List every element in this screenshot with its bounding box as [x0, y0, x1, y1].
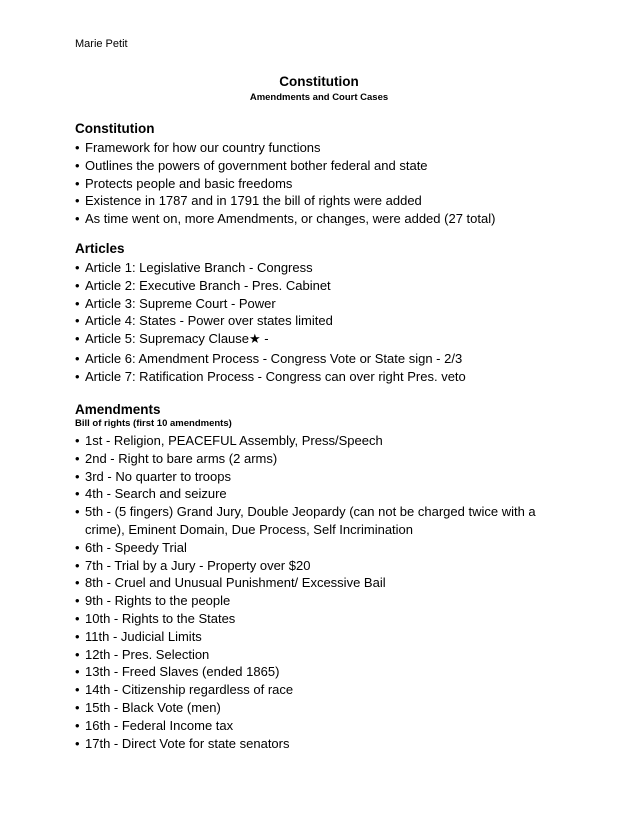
list-item: • 13th - Freed Slaves (ended 1865)	[75, 664, 280, 680]
document-title: Constitution	[279, 74, 359, 89]
bullet-icon: •	[75, 368, 80, 384]
bullet-icon: •	[75, 450, 80, 466]
bullet-icon: •	[75, 313, 80, 329]
section-heading: Constitution	[75, 121, 155, 136]
list-item: • 14th - Citizenship regardless of race	[75, 682, 294, 698]
list-item: • 5th - (5 fingers) Grand Jury, Double Jeopardy (can not be charged twice with a crime), Eminent Domain, Due Process, Self Incrimination	[75, 504, 536, 537]
articles-list	[75, 259, 575, 386]
bullet-icon: •	[75, 664, 80, 680]
list-item: • 15th - Black Vote (men)	[75, 699, 221, 715]
list-item: • 12th - Pres. Selection	[75, 646, 210, 662]
bullet-icon: •	[75, 331, 80, 347]
list-item: • Framework for how our country functions	[75, 140, 321, 155]
list-item: • Outlines the powers of government bother federal and state	[75, 157, 428, 173]
section-heading: Articles	[75, 241, 125, 256]
bullet-icon: •	[75, 260, 80, 275]
bullet-icon: •	[75, 575, 80, 591]
bullet-icon: •	[75, 646, 80, 662]
list-item: • Article 4: States - Power over states limited	[75, 313, 333, 329]
constitution-section	[75, 120, 575, 228]
list-item: • 2nd - Right to bare arms (2 arms)	[75, 450, 278, 466]
document-subtitle: Amendments and Court Cases	[249, 92, 389, 103]
bullet-icon: •	[75, 295, 80, 311]
bullet-icon: •	[75, 486, 80, 502]
list-item: • Article 5: Supremacy Clause★ -	[75, 331, 269, 347]
bullet-icon: •	[75, 433, 80, 448]
list-item: • 9th - Rights to the people	[75, 593, 231, 609]
bullet-icon: •	[75, 593, 80, 609]
list-item: • Article 1: Legislative Branch - Congress	[75, 260, 313, 275]
bullet-icon: •	[75, 157, 80, 173]
list-item: • 3rd - No quarter to troops	[75, 468, 231, 484]
bullet-icon: •	[75, 504, 80, 520]
bullet-icon: •	[75, 682, 80, 698]
list-item: • 1st - Religion, PEACEFUL Assembly, Press/Speech	[75, 433, 383, 448]
list-item: • Article 6: Amendment Process - Congress Vote or State sign - 2/3	[75, 350, 463, 366]
bullet-icon: •	[75, 277, 80, 293]
constitution-list	[75, 139, 575, 228]
bullet-icon: •	[75, 699, 80, 715]
list-item: • 17th - Direct Vote for state senators	[75, 735, 290, 751]
articles-section	[75, 240, 575, 386]
section-subheading: Bill of rights (first 10 amendments)	[75, 418, 232, 429]
list-item: • As time went on, more Amendments, or changes, were added (27 total)	[75, 211, 496, 227]
bullet-icon: •	[75, 628, 80, 644]
section-heading: Amendments	[75, 402, 161, 417]
amendments-list	[75, 432, 575, 752]
list-item: • 8th - Cruel and Unusual Punishment/ Excessive Bail	[75, 575, 386, 591]
list-item: • 4th - Search and seizure	[75, 486, 227, 502]
bullet-icon: •	[75, 735, 80, 751]
author-name: Marie Petit	[75, 38, 128, 50]
list-item: • 11th - Judicial Limits	[75, 628, 202, 644]
bullet-icon: •	[75, 610, 80, 626]
bullet-icon: •	[75, 717, 80, 733]
list-item: • 6th - Speedy Trial	[75, 539, 187, 555]
bullet-icon: •	[75, 211, 80, 227]
bullet-icon: •	[75, 350, 80, 366]
list-item: • Protects people and basic freedoms	[75, 175, 293, 191]
list-item: • Article 3: Supreme Court - Power	[75, 295, 276, 311]
list-item: • 16th - Federal Income tax	[75, 717, 234, 733]
bullet-icon: •	[75, 140, 80, 155]
list-item: • 10th - Rights to the States	[75, 610, 236, 626]
amendments-section	[75, 401, 575, 752]
list-item: • Existence in 1787 and in 1791 the bill of rights were added	[75, 193, 422, 209]
bullet-icon: •	[75, 175, 80, 191]
list-item: • Article 2: Executive Branch - Pres. Cabinet	[75, 277, 331, 293]
list-item: • 7th - Trial by a Jury - Property over $20	[75, 557, 311, 573]
bullet-icon: •	[75, 557, 80, 573]
bullet-icon: •	[75, 193, 80, 209]
list-item: • Article 7: Ratification Process - Congress can over right Pres. veto	[75, 368, 466, 384]
bullet-icon: •	[75, 468, 80, 484]
bullet-icon: •	[75, 539, 80, 555]
